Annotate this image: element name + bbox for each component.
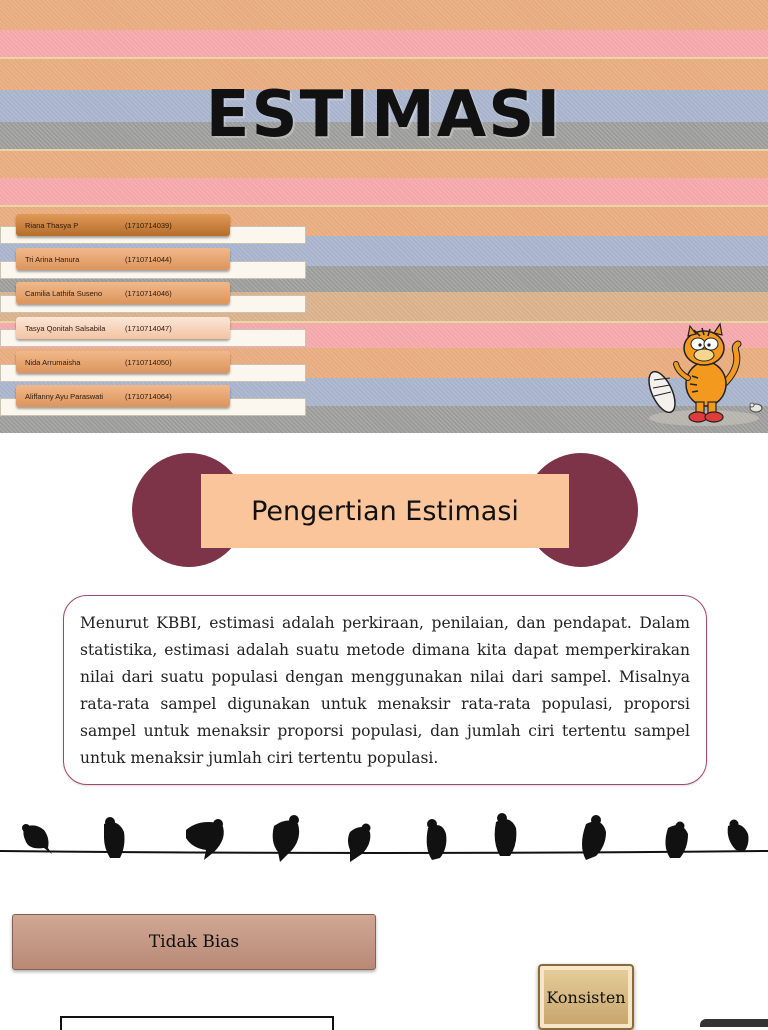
member-name: Riana Thasya P <box>25 220 79 230</box>
stripe <box>0 178 768 206</box>
member-name: Tasya Qonitah Salsabila <box>25 323 106 333</box>
member-name: Tri Arina Hanura <box>25 254 80 264</box>
member-item <box>16 214 230 236</box>
stripe <box>0 30 768 58</box>
sneaker-icon <box>644 368 681 416</box>
content-slide <box>0 433 768 1024</box>
slide-title: ESTIMASI <box>205 78 563 152</box>
stripe <box>0 0 768 30</box>
garfield-illustration <box>640 318 768 433</box>
member-item <box>16 248 230 270</box>
bottom-shape <box>700 1019 768 1027</box>
title-slide <box>0 0 768 433</box>
member-id: (1710714047) <box>125 323 172 333</box>
unbiased-label-box: Tidak Bias <box>12 914 376 970</box>
member-item <box>16 351 230 373</box>
member-item <box>16 282 230 304</box>
member-id: (1710714046) <box>125 288 172 298</box>
member-item <box>16 317 230 339</box>
stripe <box>0 150 768 178</box>
member-id: (1710714039) <box>125 220 172 230</box>
bottom-frame <box>60 1016 334 1030</box>
member-name: Aliffanny Ayu Paraswati <box>25 391 104 401</box>
member-id: (1710714064) <box>125 391 172 401</box>
mouse-icon <box>750 403 762 412</box>
birds-on-wire-decoration <box>0 808 768 868</box>
consistent-label-box: Konsisten <box>538 964 634 1030</box>
member-name: Camilia Lathifa Suseno <box>25 288 103 298</box>
member-item <box>16 385 230 407</box>
member-id: (1710714050) <box>125 357 172 367</box>
member-id: (1710714044) <box>125 254 172 264</box>
definition-text: Menurut KBBI, estimasi adalah perkiraan, penilaian, dan pendapat. Dalam statistika, estimasi adalah suatu metode dimana kita dapat memperkirakan nilai dari suatu populasi dengan menggunakan nilai dari sampel. Misalnya rata-rata sampel digunakan untuk menaksir rata-rata populasi, proporsi sampel untuk menaksir proporsi populasi, dan jumlah ciri tertentu sampel untuk menaksir jumlah ciri tertentu populasi. <box>63 595 707 785</box>
stripe-divider <box>0 205 768 207</box>
section-heading: Pengertian Estimasi <box>201 474 569 548</box>
bird-icon <box>22 813 749 862</box>
stripe-divider <box>0 57 768 59</box>
member-name: Nida Arrumaisha <box>25 357 81 367</box>
